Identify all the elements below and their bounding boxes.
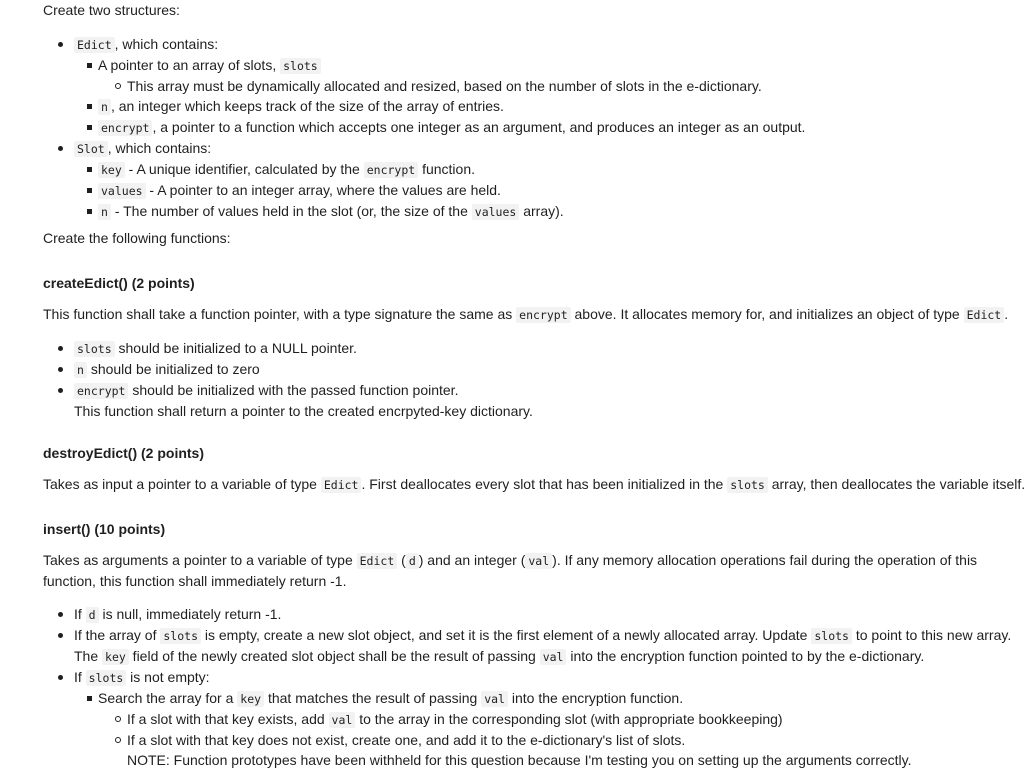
intro-text: Create two structures:: [43, 2, 180, 18]
list-item-init-slots: [43, 338, 1034, 359]
list-item-init-n: [43, 359, 1034, 380]
list-item-slots: [43, 55, 1034, 76]
d-null-post: is null, immediately return -1.: [98, 606, 282, 622]
destroy-edict-desc: [43, 474, 1025, 494]
code-slot: Slot: [74, 141, 108, 157]
code-edict: Edict: [964, 307, 1005, 323]
list-item-slots-empty: [43, 625, 1034, 667]
disc-bullet-icon: [58, 612, 63, 617]
list-item-init-encrypt: [43, 380, 1034, 421]
code-key: key: [237, 691, 264, 707]
create-desc-pre: This function shall take a function pointer, with a type signature the same as: [43, 306, 517, 322]
insert-desc: [43, 550, 993, 591]
slots-detail-text: This array must be dynamically allocated and resized, based on the number of slots in the e-dictionary.: [127, 78, 762, 94]
missing-text: If a slot with that key does not exist, create one, and add it to the e-dictionary's list of slots.: [127, 732, 686, 748]
slots-empty-post: to point to this new array.: [851, 627, 1012, 643]
code-val: val: [525, 553, 552, 569]
code-val: val: [540, 649, 567, 665]
circle-bullet-icon: [115, 737, 121, 743]
code-n: n: [98, 99, 111, 115]
d-null-pre: If: [74, 606, 86, 622]
values-text: - A pointer to an integer array, where the values are held.: [145, 182, 501, 198]
square-bullet-icon: [87, 209, 92, 214]
slots-empty-cont: [74, 646, 1034, 667]
disc-bullet-icon: [58, 388, 63, 393]
code-n: n: [98, 204, 111, 220]
insert-desc-pre: Takes as arguments a pointer to a variable of type: [43, 552, 357, 568]
init-n-text: should be initialized to zero: [86, 361, 260, 377]
list-item-key-exists: [43, 709, 1034, 730]
destroy-desc-pre: Takes as input a pointer to a variable of type: [43, 476, 321, 492]
search-post: into the encryption function.: [507, 690, 684, 706]
insert-desc-paren: (: [397, 552, 406, 568]
code-n: n: [74, 362, 87, 378]
circle-bullet-icon: [115, 716, 121, 722]
code-encrypt: encrypt: [74, 383, 128, 399]
slot-n-post-text: array).: [519, 203, 564, 219]
slot-n-pre-text: - The number of values held in the slot (or, the size of the: [110, 203, 472, 219]
not-empty-post: is not empty:: [126, 669, 210, 685]
list-item-key-missing: [43, 730, 1034, 770]
slot-text: , which contains:: [107, 140, 212, 156]
list-item-slots-detail: [43, 76, 1034, 96]
list-item-slot-n: [43, 201, 1034, 222]
cont-mid: field of the newly created slot object shall be the result of passing: [128, 648, 540, 664]
cont-pre: The: [74, 648, 103, 664]
code-encrypt: encrypt: [516, 307, 570, 323]
code-val: val: [329, 712, 356, 728]
code-key: key: [98, 162, 125, 178]
disc-bullet-icon: [58, 42, 63, 47]
code-edict: Edict: [321, 477, 362, 493]
square-bullet-icon: [87, 696, 92, 701]
code-slots: slots: [811, 628, 852, 644]
structures-list: [43, 34, 1034, 222]
init-encrypt-text: should be initialized with the passed function pointer.: [128, 382, 459, 398]
list-item-edict: [43, 34, 1034, 55]
code-d: d: [406, 553, 419, 569]
disc-bullet-icon: [58, 346, 63, 351]
disc-bullet-icon: [58, 675, 63, 680]
search-pre: Search the array for a: [98, 690, 238, 706]
disc-bullet-icon: [58, 367, 63, 372]
create-desc-post: .: [1004, 306, 1009, 322]
code-d: d: [86, 607, 99, 623]
list-item-slot: [43, 138, 1034, 159]
square-bullet-icon: [87, 125, 92, 130]
exists-post: to the array in the corresponding slot (with appropriate bookkeeping): [355, 711, 783, 727]
init-slots-text: should be initialized to a NULL pointer.: [114, 340, 357, 356]
heading-create-edict: createEdict() (2 points): [43, 275, 195, 291]
square-bullet-icon: [87, 104, 92, 109]
square-bullet-icon: [87, 188, 92, 193]
square-bullet-icon: [87, 167, 92, 172]
encrypt-text: , a pointer to a function which accepts one integer as an argument, and produces an integer as an output.: [152, 119, 806, 135]
destroy-desc-post: array, then deallocates the variable itself.: [767, 476, 1026, 492]
code-val: val: [481, 691, 508, 707]
list-item-d-null: [43, 604, 1034, 625]
exists-pre: If a slot with that key exists, add: [127, 711, 329, 727]
heading-insert: insert() (10 points): [43, 521, 166, 537]
create-return-text: This function shall return a pointer to the created encrpyted-key dictionary.: [74, 403, 533, 419]
code-slots: slots: [280, 58, 321, 74]
cont-post: into the encryption function pointed to by the e-dictionary.: [566, 648, 925, 664]
create-desc-mid: above. It allocates memory for, and initializes an object of type: [570, 306, 964, 322]
note-text: NOTE: Function prototypes have been withheld for this question because I'm testing you on setting up the arguments correctly.: [127, 752, 912, 768]
list-item-n: [43, 96, 1034, 117]
functions-intro-text: Create the following functions:: [43, 230, 231, 246]
list-item-encrypt: [43, 117, 1034, 138]
edict-text: , which contains:: [114, 36, 219, 52]
code-slots: slots: [86, 670, 127, 686]
list-item-key: [43, 159, 1034, 180]
circle-bullet-icon: [115, 83, 121, 89]
code-key: key: [102, 649, 129, 665]
create-edict-desc: [43, 304, 1008, 324]
square-bullet-icon: [87, 63, 92, 68]
insert-desc-post: ). If any memory allocation operations fail during the operation of this function, this function shall immediately return -1.: [43, 552, 978, 589]
code-values: values: [472, 204, 520, 220]
code-edict: Edict: [74, 37, 115, 53]
code-encrypt: encrypt: [98, 120, 152, 136]
insert-desc-mid: ) and an integer (: [418, 552, 526, 568]
search-mid: that matches the result of passing: [264, 690, 482, 706]
code-edict: Edict: [357, 553, 398, 569]
create-edict-list: [43, 338, 1034, 421]
disc-bullet-icon: [58, 146, 63, 151]
code-slots: slots: [74, 341, 115, 357]
list-item-values: [43, 180, 1034, 201]
n-text: , an integer which keeps track of the size of the array of entries.: [110, 98, 504, 114]
disc-bullet-icon: [58, 633, 63, 638]
code-values: values: [98, 183, 146, 199]
code-slots: slots: [160, 628, 201, 644]
list-item-search: [43, 688, 1034, 709]
code-encrypt: encrypt: [364, 162, 418, 178]
code-slots: slots: [727, 477, 768, 493]
list-item-slots-not-empty: [43, 667, 1034, 688]
not-empty-pre: If: [74, 669, 86, 685]
slots-pre-text: A pointer to an array of slots,: [98, 57, 281, 73]
heading-destroy-edict: destroyEdict() (2 points): [43, 445, 205, 461]
slots-empty-pre: If the array of: [74, 627, 161, 643]
destroy-desc-mid: . First deallocates every slot that has been initialized in the: [361, 476, 728, 492]
insert-list: [43, 604, 1034, 770]
slots-empty-mid: is empty, create a new slot object, and set it is the first element of a newly allocated array. Update: [201, 627, 812, 643]
key-pre-text: - A unique identifier, calculated by the: [124, 161, 364, 177]
key-post-text: function.: [418, 161, 476, 177]
